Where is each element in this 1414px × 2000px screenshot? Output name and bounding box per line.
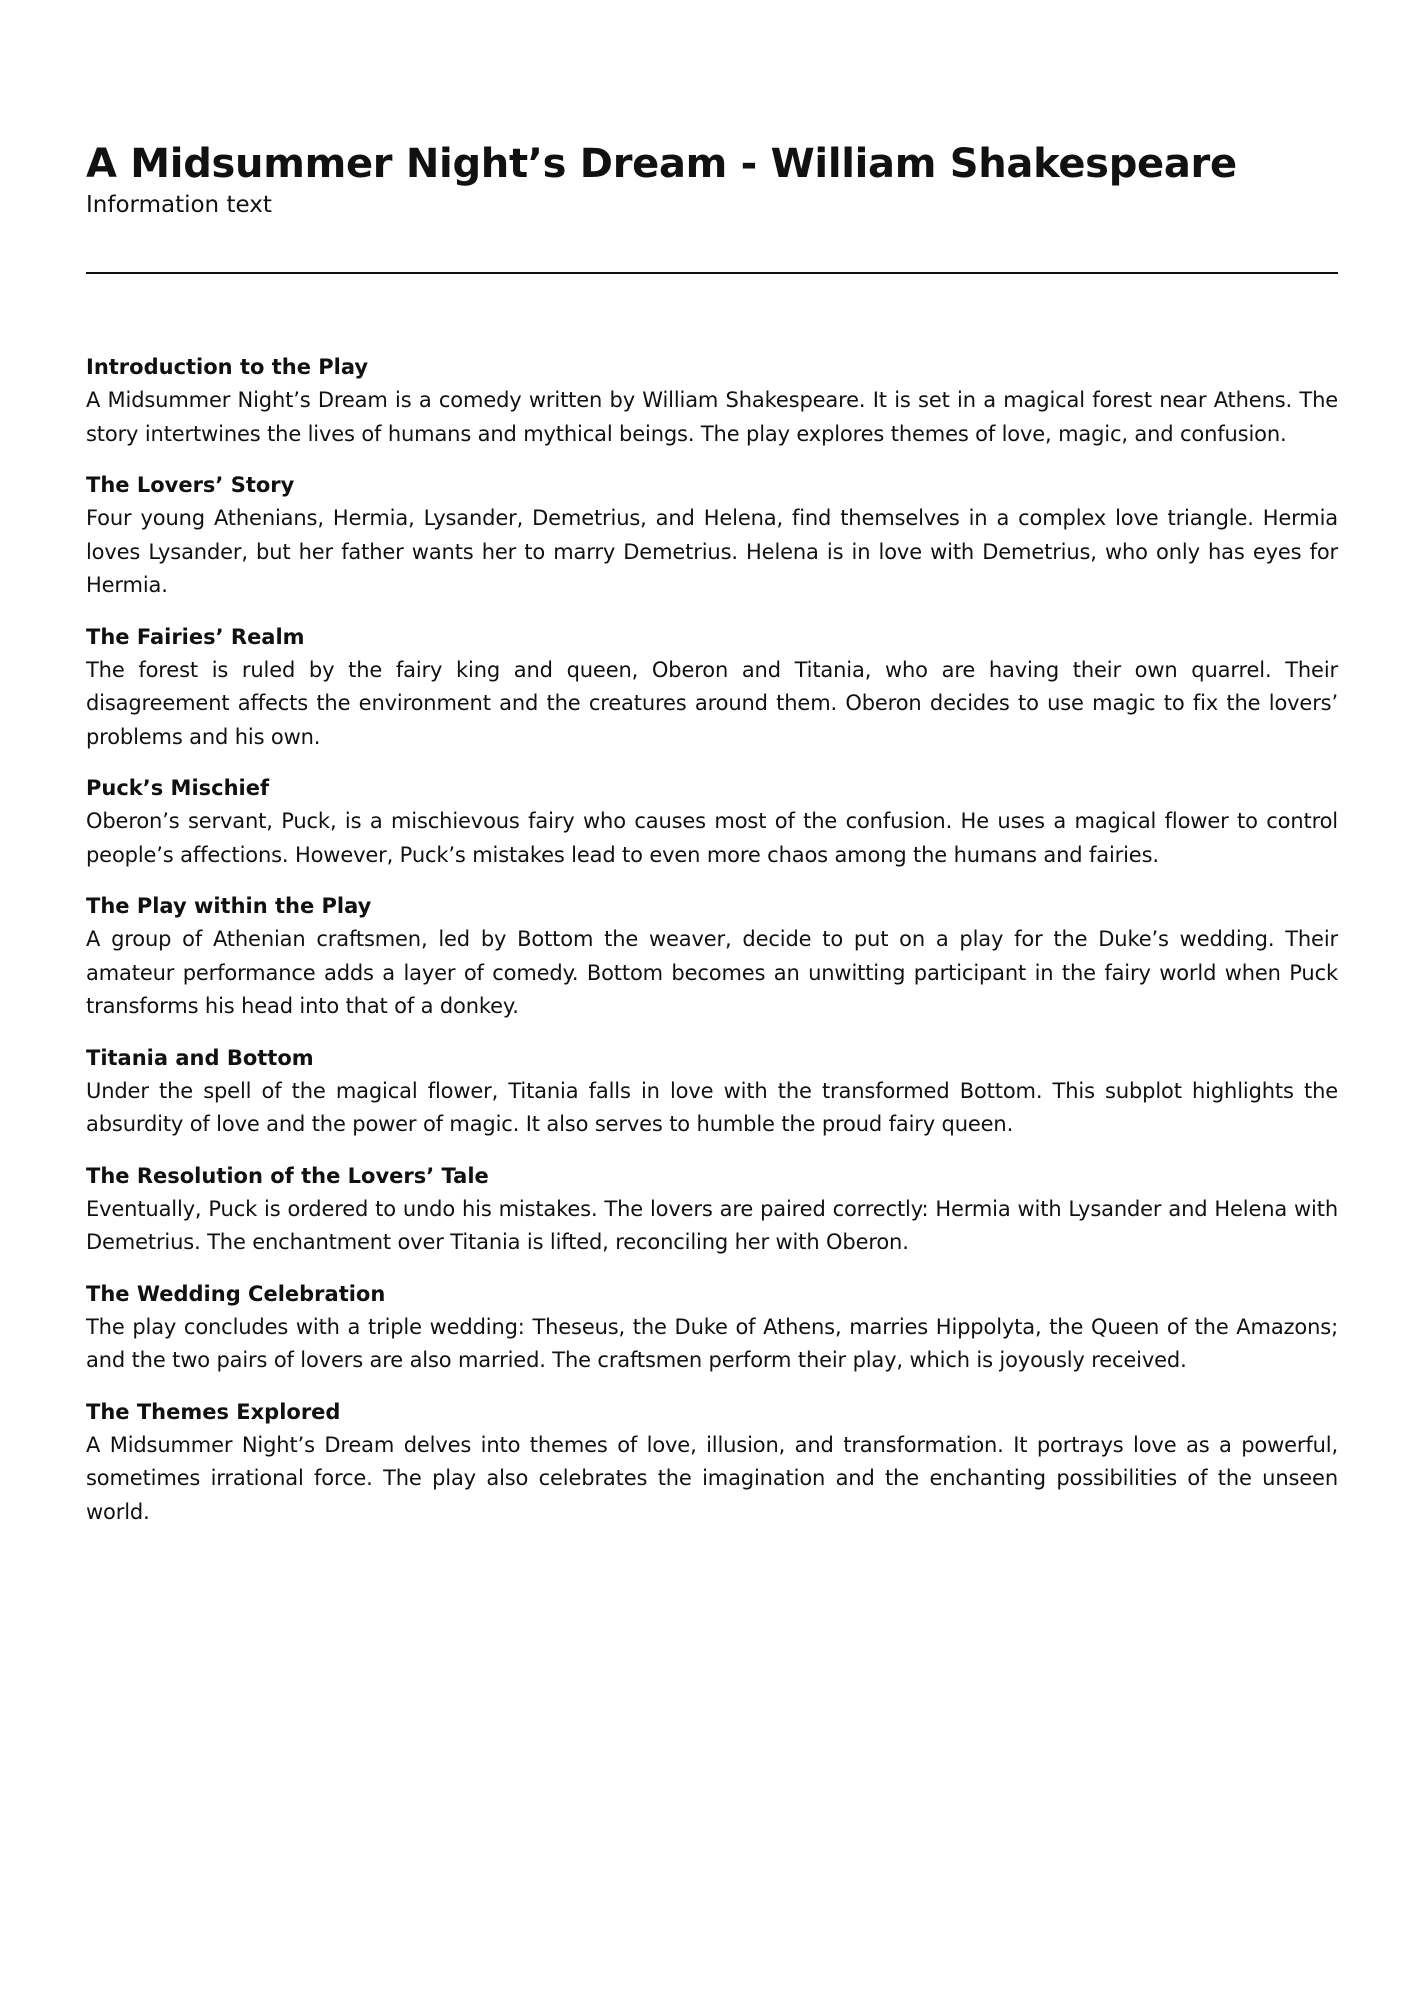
section-play-within-play — [86, 890, 1338, 1024]
section-body: Four young Athenians, Hermia, Lysander, Demetrius, and Helena, find themselves in a complex love triangle. Hermia loves Lysander, but her father wants her to marry Demetrius. Helena is in love with Demetrius, who only has eyes for Hermia. — [86, 506, 1338, 597]
section-heading: Titania and Bottom — [86, 1045, 314, 1070]
section-heading: Introduction to the Play — [86, 355, 369, 379]
section-lovers-story — [86, 469, 1338, 603]
section-body: A Midsummer Night’s Dream delves into themes of love, illusion, and transformation. It portrays love as a powerful, sometimes irrational force. The play also celebrates the imagination and the enchanting possibilities of the unseen world. — [86, 1432, 1338, 1524]
section-wedding-celebration — [86, 1278, 1338, 1378]
section-heading: The Resolution of the Lovers’ Tale — [86, 1163, 489, 1188]
section-heading: The Lovers’ Story — [86, 473, 295, 497]
title-divider — [86, 272, 1338, 274]
section-heading: The Wedding Celebration — [86, 1281, 386, 1306]
sections-list — [86, 351, 1338, 1547]
section-themes-explored — [86, 1396, 1338, 1530]
section-heading: The Play within the Play — [86, 894, 372, 918]
section-introduction — [86, 351, 1338, 451]
section-body: A group of Athenian craftsmen, led by Bottom the weaver, decide to put on a play for the Duke’s wedding. Their amateur performance adds a layer of comedy. Bottom becomes an unwitting participant in the fairy world when Puck transforms his head into that of a donkey. — [86, 927, 1338, 1018]
section-body: The play concludes with a triple wedding: Theseus, the Duke of Athens, marries Hippolyta, the Queen of the Amazons; and the two pairs of lovers are also married. The craftsmen perform their play, which is joyously received. — [86, 1314, 1338, 1372]
section-heading: Puck’s Mischief — [86, 776, 270, 800]
section-fairies-realm — [86, 621, 1338, 755]
section-heading: The Fairies’ Realm — [86, 624, 305, 649]
page-title: A Midsummer Night’s Dream - William Shakespeare — [86, 141, 1237, 187]
section-pucks-mischief — [86, 772, 1338, 872]
section-body: Oberon’s servant, Puck, is a mischievous fairy who causes most of the confusion. He uses a magical flower to control people’s affections. However, Puck’s mistakes lead to even more chaos among the humans and fairies. — [86, 809, 1338, 867]
section-resolution — [86, 1160, 1338, 1260]
section-body: A Midsummer Night’s Dream is a comedy written by William Shakespeare. It is set in a magical forest near Athens. The story intertwines the lives of humans and mythical beings. The play explores themes of love, magic, and confusion. — [86, 388, 1338, 446]
section-body: The forest is ruled by the fairy king and queen, Oberon and Titania, who are having their own quarrel. Their disagreement affects the environment and the creatures around them. Oberon decides to use magic to fix the lovers’ problems and his own. — [86, 657, 1338, 749]
section-body: Under the spell of the magical flower, Titania falls in love with the transformed Bottom. This subplot highlights the absurdity of love and the power of magic. It also serves to humble the proud fairy queen. — [86, 1078, 1338, 1136]
section-heading: The Themes Explored — [86, 1399, 341, 1424]
section-titania-and-bottom — [86, 1042, 1338, 1142]
page-subtitle: Information text — [86, 192, 272, 218]
section-body: Eventually, Puck is ordered to undo his mistakes. The lovers are paired correctly: Hermia with Lysander and Helena with Demetrius. The enchantment over Titania is lifted, reconciling her with Oberon. — [86, 1196, 1338, 1254]
